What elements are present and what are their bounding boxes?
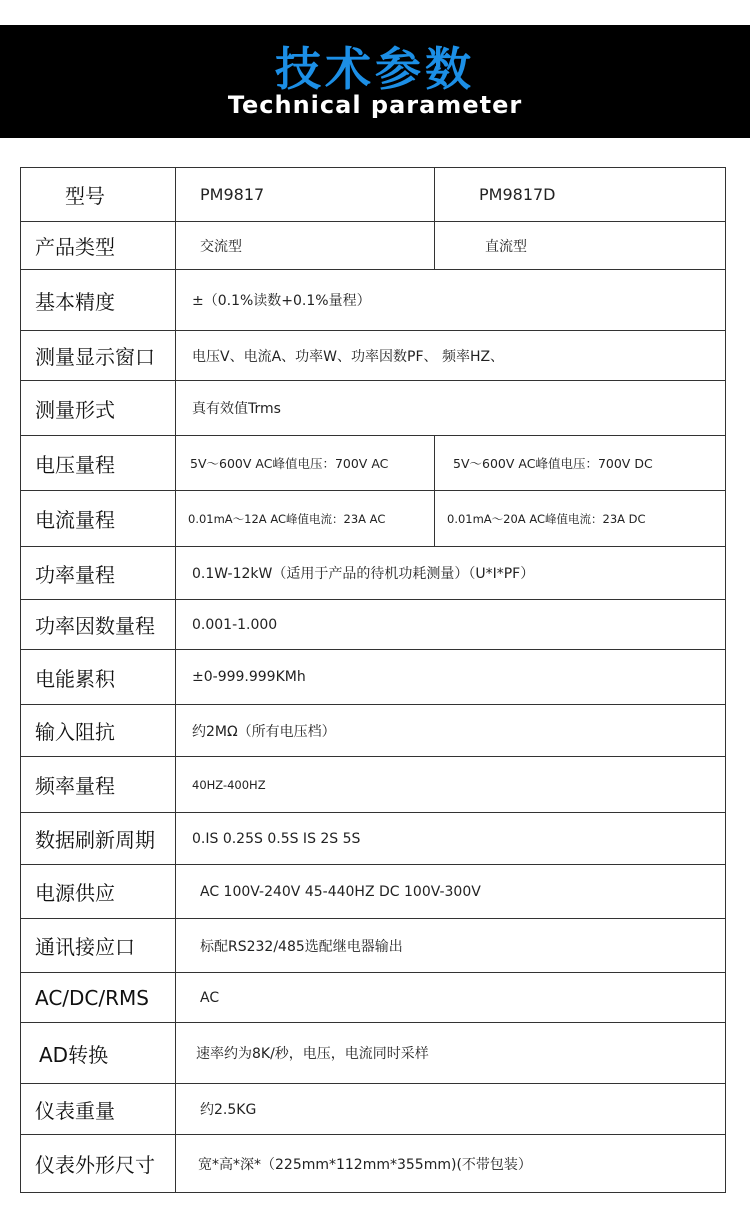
row-label-model: 型号 [21,168,176,222]
spec-table [20,167,726,1193]
table-row [21,973,726,1023]
row-label-energy: 电能累积 [21,650,176,705]
weight-value: 约2.5KG [176,1084,726,1135]
row-label-product-type: 产品类型 [21,222,176,270]
table-row [21,331,726,381]
display-value: 电压V、电流A、功率W、功率因数PF、 频率HZ、 [176,331,726,381]
product-type-b: 直流型 [435,222,726,270]
refresh-value: 0.IS 0.25S 0.5S IS 2S 5S [176,813,726,865]
row-label-form: 测量形式 [21,381,176,436]
page-title: 技术参数 [275,42,475,96]
row-label-pf-range: 功率因数量程 [21,600,176,650]
power-supply-value: AC 100V-240V 45-440HZ DC 100V-300V [176,865,726,919]
power-range-value: 0.1W-12kW（适用于产品的待机功耗测量）（U*I*PF） [176,547,726,600]
row-label-dimensions: 仪表外形尺寸 [21,1135,176,1193]
energy-value: ±0-999.999KMh [176,650,726,705]
table-row [21,1023,726,1084]
current-range-a: 0.01mA～12A AC峰值电流：23A AC [176,491,435,547]
row-label-impedance: 输入阻抗 [21,705,176,757]
freq-range-value: 40HZ-400HZ [176,757,726,813]
row-label-freq-range: 频率量程 [21,757,176,813]
row-label-accuracy: 基本精度 [21,270,176,331]
voltage-range-b: 5V～600V AC峰值电压：700V DC [435,436,726,491]
form-value: 真有效值Trms [176,381,726,436]
voltage-range-a: 5V～600V AC峰值电压：700V AC [176,436,435,491]
current-range-b: 0.01mA～20A AC峰值电流：23A DC [435,491,726,547]
model-a: PM9817 [176,168,435,222]
table-row [21,491,726,547]
table-row [21,705,726,757]
table-row [21,222,726,270]
dimensions-value: 宽*高*深*（225mm*112mm*355mm)(不带包装） [176,1135,726,1193]
header-banner [0,25,750,138]
table-row [21,650,726,705]
table-row [21,547,726,600]
row-label-voltage-range: 电压量程 [21,436,176,491]
row-label-ad: AD转换 [21,1023,176,1084]
row-label-comm: 通讯接应口 [21,919,176,973]
table-row [21,1084,726,1135]
table-row [21,600,726,650]
table-row [21,865,726,919]
table-row [21,436,726,491]
page-subtitle: Technical parameter [227,91,523,119]
acdc-value: AC [176,973,726,1023]
table-row [21,1135,726,1193]
table-row [21,919,726,973]
comm-value: 标配RS232/485选配继电器输出 [176,919,726,973]
table-row [21,813,726,865]
accuracy-value: ±（0.1%读数+0.1%量程） [176,270,726,331]
row-label-power-supply: 电源供应 [21,865,176,919]
row-label-weight: 仪表重量 [21,1084,176,1135]
model-b: PM9817D [435,168,726,222]
product-type-a: 交流型 [176,222,435,270]
table-row [21,757,726,813]
row-label-refresh: 数据刷新周期 [21,813,176,865]
table-row [21,270,726,331]
row-label-acdc: AC/DC/RMS [21,973,176,1023]
row-label-power-range: 功率量程 [21,547,176,600]
table-row [21,168,726,222]
ad-value: 速率约为8K/秒，电压，电流同时采样 [176,1023,726,1084]
pf-range-value: 0.001-1.000 [176,600,726,650]
table-row [21,381,726,436]
row-label-display: 测量显示窗口 [21,331,176,381]
impedance-value: 约2MΩ（所有电压档） [176,705,726,757]
row-label-current-range: 电流量程 [21,491,176,547]
